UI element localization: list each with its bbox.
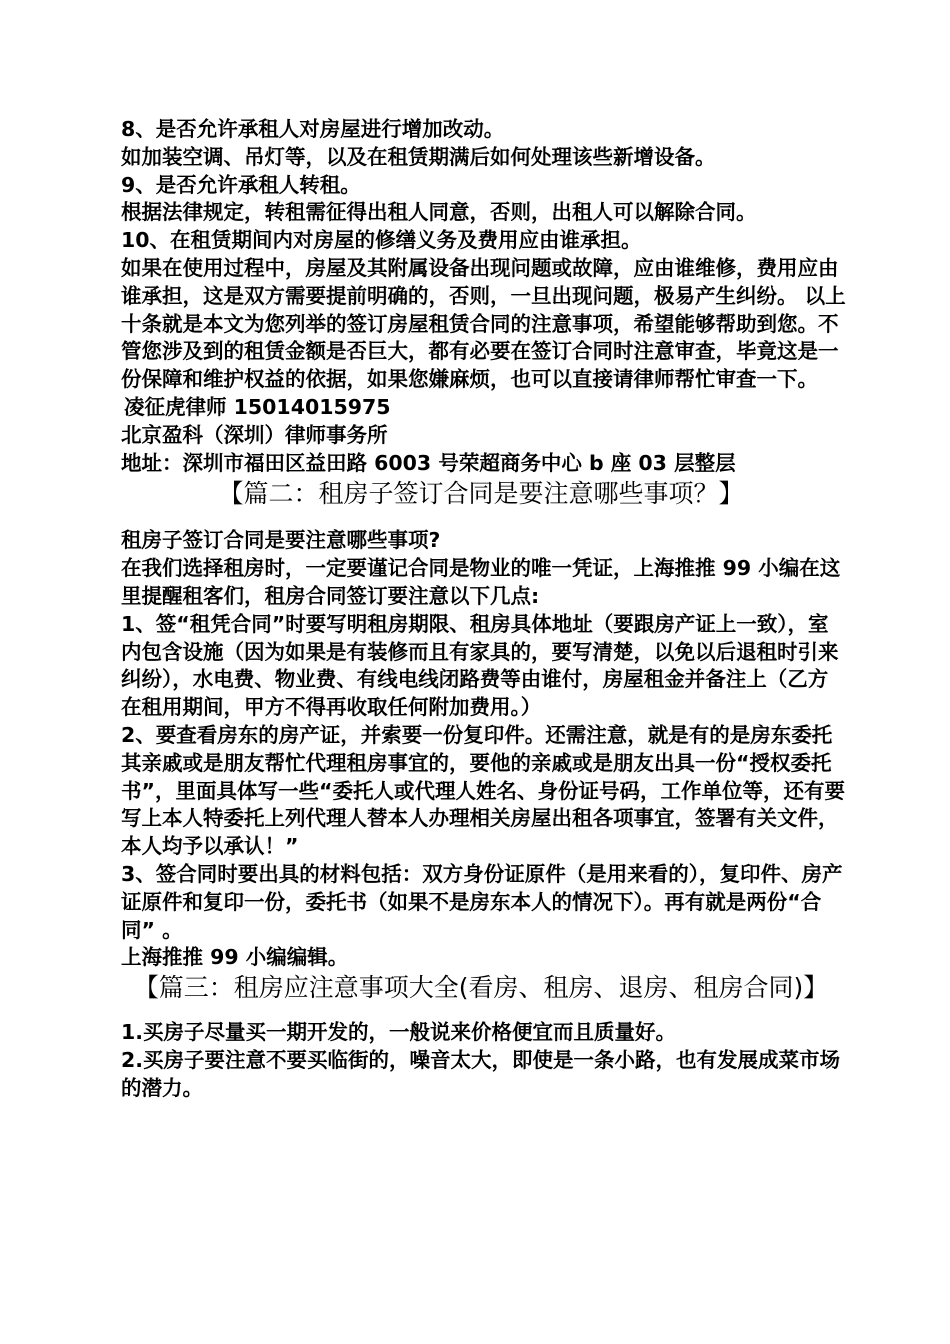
item-8-heading: 8、是否允许承租人对房屋进行增加改动。 (121, 117, 505, 141)
item-8-body: 如加装空调、吊灯等，以及在租赁期满后如何处理该些新增设备。 (121, 144, 716, 169)
law-firm-name: 北京盈科（深圳）律师事务所 (121, 422, 388, 447)
section-2-intro: 在我们选择租房时，一定要谨记合同是物业的唯一凭证，上海推推 99 小编在这里提醒租客们，租房合同签订要注意以下几点: (121, 556, 841, 608)
section-3-point-2: 2.买房子要注意不要买临街的，噪音太大，即使是一条小路，也有发展成菜市场的潜力。 (121, 1047, 841, 1100)
section-2-point-3: 3、签合同时要出具的材料包括：双方身份证原件（是用来看的），复印件、房产证原件和复印一份，委托书（如果不是房东本人的情况下）。再有就是两份“合同” 。 (121, 861, 843, 942)
section-2-editor-note: 上海推推 99 小编编辑。 (121, 945, 349, 970)
item-9-body: 根据法律规定，转租需征得出租人同意，否则，出租人可以解除合同。 (121, 200, 757, 225)
law-firm-address: 地址：深圳市福田区益田路 6003 号荣超商务中心 b 座 03 层整层 (121, 450, 736, 475)
section-3-point-1: 1.买房子尽量买一期开发的，一般说来价格便宜而且质量好。 (121, 1020, 677, 1045)
item-10-heading: 10、在租赁期间内对房屋的修缮义务及费用应由谁承担。 (121, 228, 642, 253)
section-2-question: 租房子签订合同是要注意哪些事项? (121, 528, 441, 553)
section-2-point-2: 2、要查看房东的房产证，并索要一份复印件。还需注意，就是有的是房东委托其亲戚或是朋友帮忙代理租房事宜的，要他的亲戚或是朋友出具一份“授权委托书”，里面具体写一些“委托人或代理人姓名、身份证号码，工作单位等，还有要写上本人特委托上列代理人替本人办理相关房屋出租各项事宜，签署有关文件，本人均予以承认！” (121, 722, 845, 859)
item-9-heading: 9、是否允许承租人转租。 (121, 172, 361, 197)
section-2-title: 【篇二：租房子签订合同是要注意哪些事项？】 (218, 479, 744, 509)
section-3-title: 【篇三：租房应注意事项大全(看房、租房、退房、租房合同)】 (133, 973, 829, 1003)
item-10-body: 如果在使用过程中，房屋及其附属设备出现问题或故障，应由谁维修，费用应由谁承担，这是双方需要提前明确的，否则，一旦出现问题，极易产生纠纷。 以上十条就是本文为您列举的签订房屋租赁合同的注意事项，希望能够帮助到您。不管您涉及到的租赁金额是否巨大，都有必要在签订合同时注意审查，毕竟这是一份保障和维护权益的依据，如果您嫌麻烦，也可以直接请律师帮忙审查一下。 (121, 255, 846, 392)
lawyer-contact: 凌征虎律师 15014015975 (124, 394, 391, 419)
section-2-point-1: 1、签“租凭合同”时要写明租房期限、租房具体地址（要跟房产证上一致），室内包含设施（因为如果是有装修而且有家具的，要写清楚，以免以后退租时引来纠纷），水电费、物业费、有线电线闭路费等由谁付，房屋租金并备注上（乙方在租用期间，甲方不得再收取任何附加费用。） (121, 611, 839, 720)
document-page (116, 116, 846, 1103)
